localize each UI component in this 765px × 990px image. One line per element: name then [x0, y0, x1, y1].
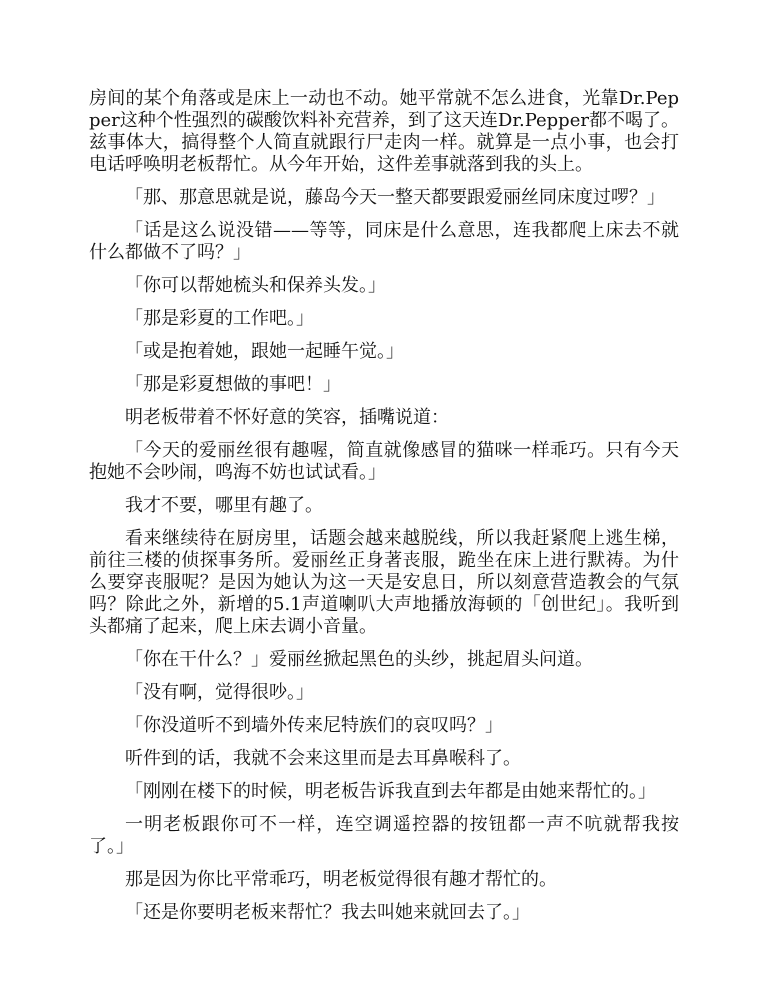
paragraph-18: 那是因为你比平常乖巧，明老板觉得很有趣才帮忙的。	[125, 869, 557, 890]
paragraph-19: 「还是你要明老板来帮忙？我去叫她来就回去了。」	[125, 902, 530, 923]
paragraph-9: 「今天的爱丽丝很有趣喔，简直就像感冒的猫咪一样乖巧。只有今天抱她不会吵闹，鸣海不妨也试试看。」	[89, 440, 679, 483]
paragraph-10: 我才不要，哪里有趣了。	[125, 495, 323, 516]
paragraph-7: 「那是彩夏想做的事吧！」	[125, 374, 341, 395]
paragraph-5: 「那是彩夏的工作吧。」	[125, 308, 314, 329]
paragraph-1: 房间的某个角落或是床上一动也不动。她平常就不怎么进食，光靠Dr.Pepper这种个性强烈的碳酸饮料补充营养，到了这天连Dr.Pepper都不喝了。兹事体大，搞得整个人简直就跟行尸走肉一样。就算是一点小事，也会打电话呼唤明老板帮忙。从今年开始，这件差事就落到我的头上。	[89, 88, 679, 175]
paragraph-17: 一明老板跟你可不一样，连空调遥控器的按钮都一声不吭就帮我按了。」	[89, 814, 679, 857]
paragraph-16: 「刚刚在楼下的时候，明老板告诉我直到去年都是由她来帮忙的。」	[125, 781, 656, 802]
paragraph-14: 「你没道听不到墙外传来尼特族们的哀叹吗？」	[125, 715, 503, 736]
paragraph-6: 「或是抱着她，跟她一起睡午觉。」	[125, 341, 404, 362]
paragraph-12: 「你在干什么？」爱丽丝掀起黑色的头纱，挑起眉头问道。	[125, 649, 593, 670]
paragraph-11: 看来继续待在厨房里，话题会越来越脱线，所以我赶紧爬上逃生梯，前往三楼的侦探事务所。爱丽丝正身著丧服，跪坐在床上进行默祷。为什么要穿丧服呢？是因为她认为这一天是安息日，所以刻意营造教会的气氛吗？除此之外，新增的5.1声道喇叭大声地播放海顿的「创世纪」。我听到头都痛了起来，爬上床去调小音量。	[89, 528, 679, 637]
paragraph-4: 「你可以帮她梳头和保养头发。」	[125, 275, 386, 296]
document-page	[89, 88, 679, 935]
paragraph-15: 听件到的话，我就不会来这里而是去耳鼻喉科了。	[125, 748, 521, 769]
paragraph-13: 「没有啊，觉得很吵。」	[125, 682, 314, 703]
paragraph-2: 「那、那意思就是说，藤岛今天一整天都要跟爱丽丝同床度过啰？」	[125, 187, 665, 208]
paragraph-8: 明老板带着不怀好意的笑容，插嘴说道：	[125, 407, 449, 428]
paragraph-3: 「话是这么说没错——等等，同床是什么意思，连我都爬上床去不就什么都做不了吗？」	[89, 220, 679, 263]
